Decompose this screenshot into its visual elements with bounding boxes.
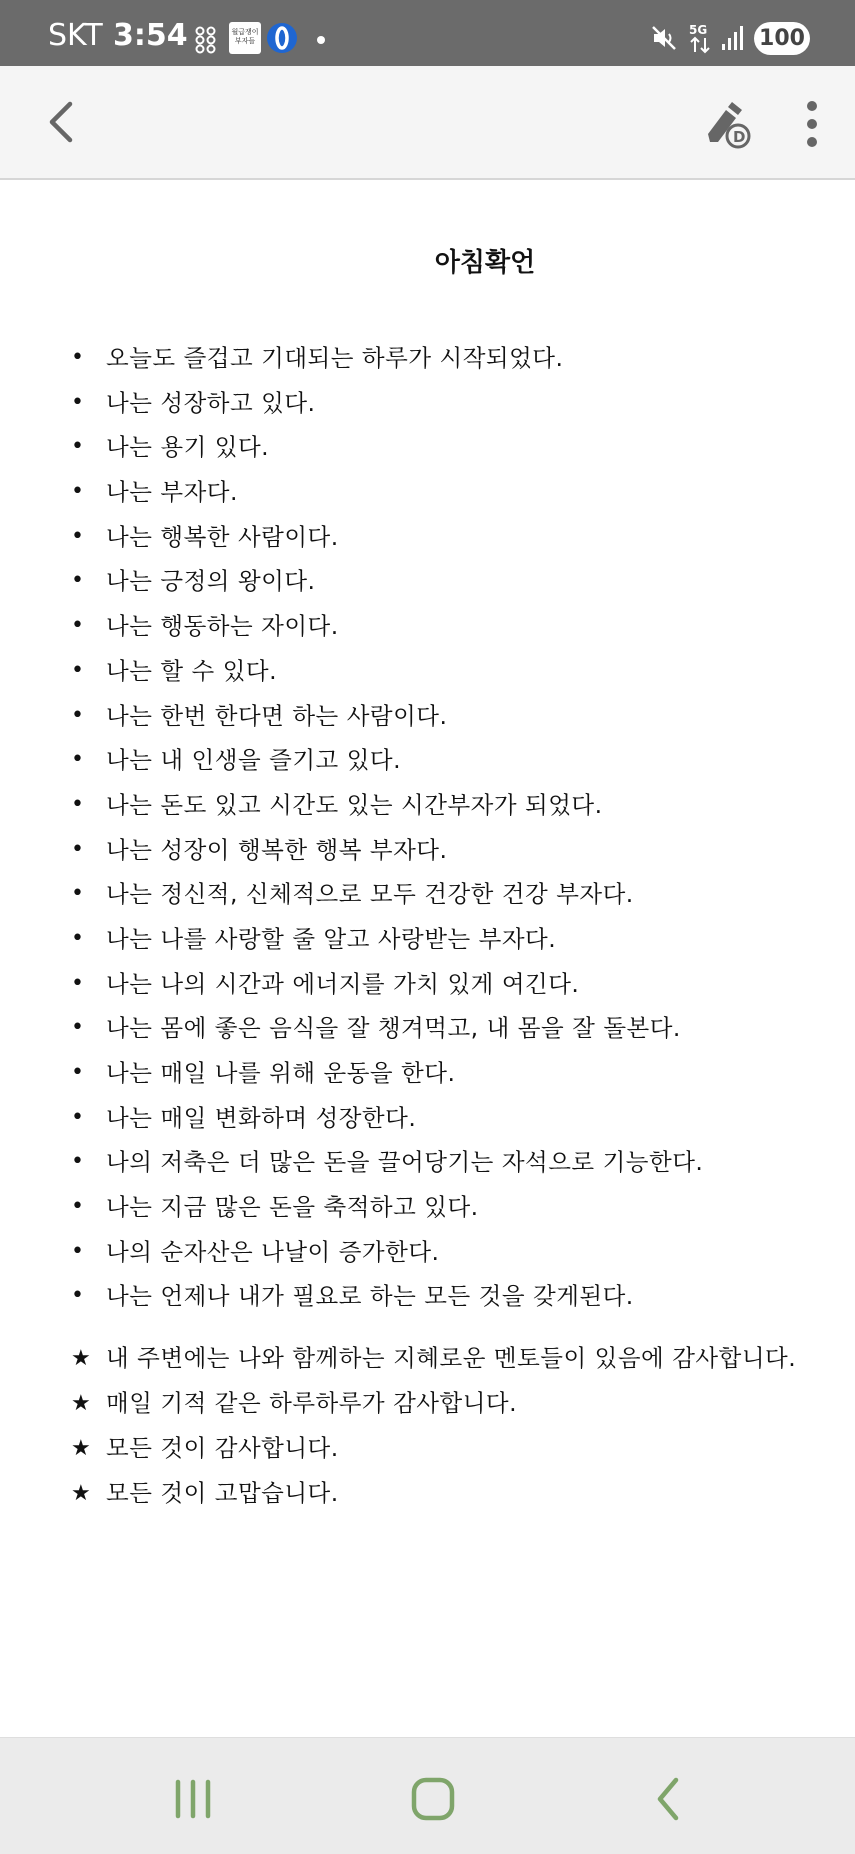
bullet-icon: •: [71, 1238, 84, 1264]
bullet-icon: •: [71, 434, 84, 460]
more-vertical-icon: [790, 96, 834, 152]
list-item-text: 나의 저축은 더 많은 돈을 끌어당기는 자석으로 기능한다.: [106, 1148, 704, 1177]
bullet-icon: •: [71, 1149, 84, 1175]
list-item-text: 나는 긍정의 왕이다.: [106, 567, 316, 596]
list-item-text: 오늘도 즐겁고 기대되는 하루가 시작되었다.: [106, 344, 564, 372]
bullet-icon: •: [71, 1283, 84, 1309]
system-back-button[interactable]: [640, 1770, 700, 1830]
bullet-icon: •: [71, 345, 84, 370]
bullet-icon: •: [71, 1104, 84, 1130]
dot-icon: [317, 36, 325, 44]
list-item-text: 나는 용기 있다.: [106, 433, 270, 462]
5g-icon: [688, 22, 714, 58]
list-item-text: 매일 기적 같은 하루하루가 감사합니다.: [106, 1389, 518, 1417]
list-item-text: 나는 한번 한다면 하는 사람이다.: [106, 701, 448, 730]
bullet-icon: •: [71, 479, 84, 505]
list-item-text: 나는 지금 많은 돈을 축적하고 있다.: [106, 1193, 479, 1222]
list-item-text: 나는 정신적, 신체적으로 모두 건강한 건강 부자다.: [106, 880, 634, 909]
star-icon: ★: [71, 1436, 91, 1461]
bullet-icon: •: [71, 613, 84, 639]
app-tile-icon: 월급쟁이 부자들: [229, 22, 261, 54]
mute-icon: [650, 24, 678, 56]
list-item-text: 모든 것이 감사합니다.: [106, 1434, 339, 1462]
bullet-icon: •: [71, 702, 84, 728]
star-icon: ★: [71, 1391, 91, 1416]
recent-apps-icon: [163, 1770, 223, 1830]
carrier-label: SKT: [48, 18, 103, 53]
page-title: 아침확언: [434, 248, 536, 278]
navigation-bar: [0, 1737, 855, 1854]
more-options-button[interactable]: [790, 96, 834, 152]
bullet-icon: •: [71, 523, 84, 549]
edit-pen-button[interactable]: [700, 96, 756, 152]
recent-apps-button[interactable]: [163, 1770, 223, 1830]
bullet-icon: •: [71, 836, 84, 862]
list-item-text: 나는 성장이 행복한 행복 부자다.: [106, 835, 448, 864]
bullet-icon: •: [71, 1015, 84, 1041]
list-item-text: 나는 할 수 있다.: [106, 656, 278, 685]
list-item-text: 모든 것이 고맙습니다.: [106, 1479, 339, 1507]
star-icon: ★: [71, 1481, 91, 1506]
svg-text:5G: 5G: [689, 23, 708, 37]
blue-oval-icon: [266, 22, 298, 58]
bullet-icon: •: [71, 970, 84, 996]
list-item-text: 나는 행동하는 자이다.: [106, 612, 339, 641]
bullet-icon: •: [71, 747, 84, 773]
signal-icon: [720, 24, 746, 56]
list-item-text: 나는 행복한 사람이다.: [106, 522, 339, 551]
list-item-text: 나는 부자다.: [106, 478, 238, 507]
app-bar: [0, 66, 855, 180]
back-icon: [40, 96, 90, 148]
list-item-text: 내 주변에는 나와 함께하는 지혜로운 멘토들이 있음에 감사합니다.: [106, 1344, 797, 1372]
bullet-icon: •: [71, 389, 84, 415]
bullet-icon: •: [71, 791, 84, 817]
pen-d-icon: [700, 96, 756, 152]
bullet-icon: •: [71, 1060, 84, 1085]
list-item-text: 나는 나의 시간과 에너지를 가치 있게 여긴다.: [106, 969, 580, 998]
bullet-icon: •: [71, 925, 84, 951]
bullet-icon: •: [71, 881, 84, 907]
grid-dots-icon: [195, 26, 217, 58]
list-item-text: 나는 몸에 좋은 음식을 잘 챙겨먹고, 내 몸을 잘 돌본다.: [106, 1014, 681, 1043]
status-bar: [0, 0, 855, 66]
svg-text:D: D: [733, 128, 746, 146]
battery-icon: 100: [754, 22, 810, 55]
list-item-text: 나는 언제나 내가 필요로 하는 모든 것을 갖게된다.: [106, 1282, 634, 1311]
back-nav-icon: [640, 1770, 700, 1830]
list-item-text: 나는 나를 사랑할 줄 알고 사랑받는 부자다.: [106, 924, 557, 953]
bullet-icon: •: [71, 1194, 84, 1220]
home-icon: [403, 1770, 463, 1830]
list-item-text: 나는 내 인생을 즐기고 있다.: [106, 746, 402, 775]
home-button[interactable]: [403, 1770, 463, 1830]
list-item-text: 나는 성장하고 있다.: [106, 388, 316, 417]
list-item-text: 나는 돈도 있고 시간도 있는 시간부자가 되었다.: [106, 790, 603, 819]
bullet-icon: •: [71, 568, 84, 594]
list-item-text: 나는 매일 나를 위해 운동을 한다.: [106, 1059, 456, 1087]
star-icon: ★: [71, 1346, 91, 1371]
list-item-text: 나는 매일 변화하며 성장한다.: [106, 1103, 417, 1132]
back-button[interactable]: [40, 96, 90, 148]
list-item-text: 나의 순자산은 나날이 증가한다.: [106, 1237, 440, 1266]
bullet-icon: •: [71, 657, 84, 683]
clock: 3:54: [113, 18, 188, 53]
